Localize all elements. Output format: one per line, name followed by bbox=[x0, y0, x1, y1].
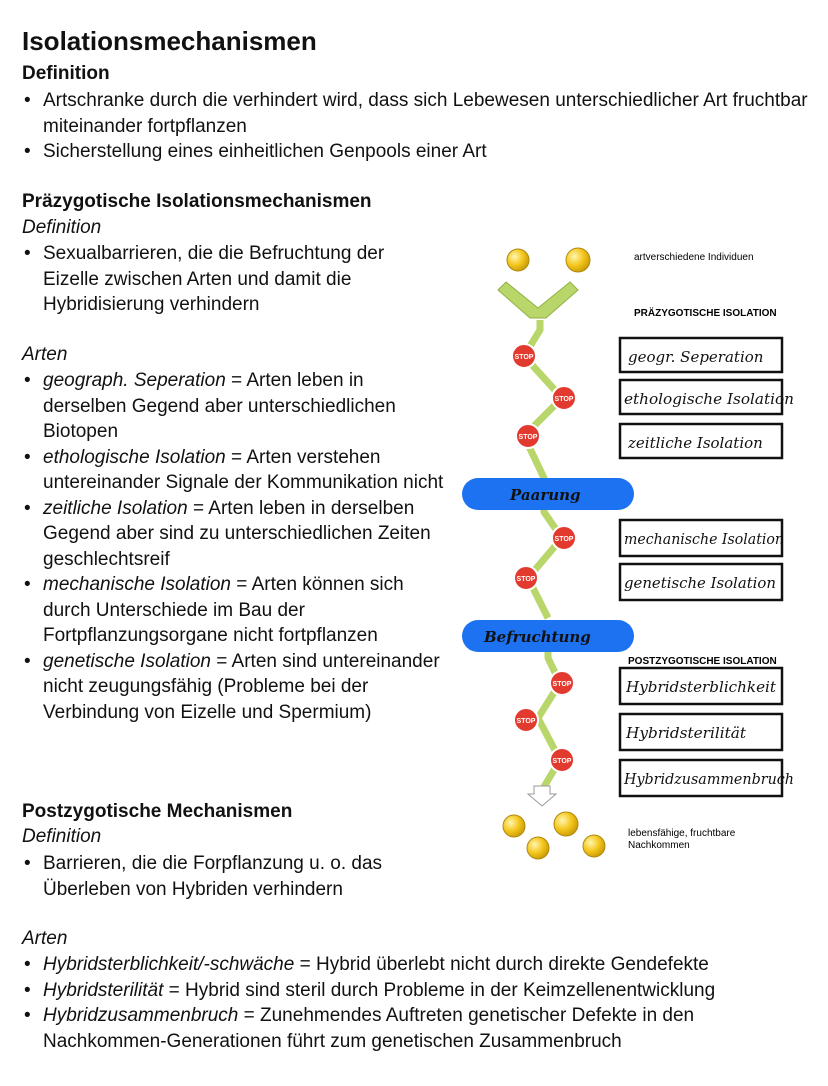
svg-text:Paarung: Paarung bbox=[510, 486, 581, 504]
svg-text:mechanische Isolation: mechanische Isolation bbox=[624, 530, 784, 548]
svg-text:zeitliche Isolation: zeitliche Isolation bbox=[628, 434, 763, 452]
svg-text:Hybridzusammenbruch: Hybridzusammenbruch bbox=[623, 770, 794, 788]
top-label: artverschiedene Individuen bbox=[634, 252, 754, 263]
egg-icon bbox=[507, 249, 529, 271]
list-item: • Hybridzusammenbruch = Zunehmendes Auftreten genetischer Defekte in den Nachkommen-Generationen führt zum genetischen Zusammenbruch bbox=[22, 1003, 822, 1054]
svg-text:STOP: STOP bbox=[552, 758, 572, 765]
egg-icon bbox=[527, 837, 549, 859]
postzygotic-label: POSTZYGOTISCHE ISOLATION bbox=[628, 656, 777, 667]
prezygotic-definition-label: Definition bbox=[22, 217, 102, 238]
egg-icon bbox=[566, 248, 590, 272]
definition-list bbox=[22, 88, 812, 165]
list-item: • genetische Isolation = Arten sind untereinander nicht zeugungsfähig (Probleme bei der Verbindung von Eizelle und Spermium) bbox=[22, 649, 447, 726]
egg-icon bbox=[554, 812, 578, 836]
definition-heading: Definition bbox=[22, 63, 110, 84]
svg-text:ethologische Isolation: ethologische Isolation bbox=[624, 390, 794, 408]
stop-icon bbox=[552, 386, 576, 410]
stop-icon bbox=[516, 424, 540, 448]
converge-arrow bbox=[498, 282, 578, 318]
prezygotic-heading: Präzygotische Isolationsmechanismen bbox=[22, 191, 372, 212]
bottom-label: lebensfähige, fruchtbare bbox=[628, 828, 736, 839]
isolation-diagram bbox=[458, 238, 828, 868]
svg-text:geogr. Seperation: geogr. Seperation bbox=[628, 348, 764, 366]
svg-text:STOP: STOP bbox=[516, 718, 536, 725]
svg-text:Hybridsterblichkeit: Hybridsterblichkeit bbox=[624, 678, 777, 696]
egg-icon bbox=[503, 815, 525, 837]
svg-text:Hybridsterilität: Hybridsterilität bbox=[624, 724, 747, 742]
svg-text:STOP: STOP bbox=[514, 354, 534, 361]
postzygotic-arten-label: Arten bbox=[22, 928, 68, 949]
prezygotic-arten-list bbox=[22, 368, 447, 725]
list-item: • zeitliche Isolation = Arten leben in derselben Gegend aber sind zu unterschiedlichen Zeiten geschlechtsreif bbox=[22, 496, 447, 573]
list-item: • Barrieren, die die Forpflanzung u. o. das Überleben von Hybriden verhindern bbox=[22, 851, 442, 902]
stop-icon bbox=[550, 671, 574, 695]
stop-icon bbox=[514, 566, 538, 590]
list-item: • Artschranke durch die verhindert wird, dass sich Lebewesen unterschiedlicher Art fruchtbar miteinander fortpflanzen bbox=[22, 88, 812, 139]
bottom-label: Nachkommen bbox=[628, 840, 690, 851]
postzygotic-heading: Postzygotische Mechanismen bbox=[22, 801, 293, 822]
prezygotic-label: PRÄZYGOTISCHE ISOLATION bbox=[634, 308, 777, 319]
svg-text:genetische Isolation: genetische Isolation bbox=[624, 574, 776, 592]
flow-path bbox=[528, 500, 562, 618]
list-item: • ethologische Isolation = Arten verstehen untereinander Signale der Kommunikation nicht bbox=[22, 445, 447, 496]
list-item: • geograph. Seperation = Arten leben in derselben Gegend aber unterschiedlichen Biotopen bbox=[22, 368, 447, 445]
svg-text:STOP: STOP bbox=[554, 396, 574, 403]
svg-text:STOP: STOP bbox=[516, 576, 536, 583]
list-item: • Sexualbarrieren, die die Befruchtung der Eizelle zwischen Arten und damit die Hybridisierung verhindern bbox=[22, 241, 442, 318]
down-arrow-icon bbox=[528, 786, 556, 806]
page-title: Isolationsmechanismen bbox=[22, 26, 317, 56]
list-item: • Sicherstellung eines einheitlichen Genpools einer Art bbox=[22, 139, 812, 165]
svg-text:STOP: STOP bbox=[518, 434, 538, 441]
list-item: • Hybridsterilität = Hybrid sind steril durch Probleme in der Keimzellenentwicklung bbox=[22, 978, 822, 1004]
list-item: • Hybridsterblichkeit/-schwäche = Hybrid überlebt nicht durch direkte Gendefekte bbox=[22, 952, 822, 978]
list-item: • mechanische Isolation = Arten können sich durch Unterschiede im Bau der Fortpflanzungsorgane nicht fortpflanzen bbox=[22, 572, 447, 649]
postzygotic-definition-list bbox=[22, 851, 442, 902]
svg-text:STOP: STOP bbox=[552, 681, 572, 688]
egg-icon bbox=[583, 835, 605, 857]
prezygotic-definition-list bbox=[22, 241, 442, 318]
postzygotic-definition-label: Definition bbox=[22, 826, 102, 847]
stop-icon bbox=[512, 344, 536, 368]
svg-text:Befruchtung: Befruchtung bbox=[484, 628, 591, 646]
stop-icon bbox=[514, 708, 538, 732]
prezygotic-arten-label: Arten bbox=[22, 344, 68, 365]
svg-text:STOP: STOP bbox=[554, 536, 574, 543]
stop-icon bbox=[550, 748, 574, 772]
postzygotic-arten-list bbox=[22, 952, 822, 1054]
stop-icon bbox=[552, 526, 576, 550]
